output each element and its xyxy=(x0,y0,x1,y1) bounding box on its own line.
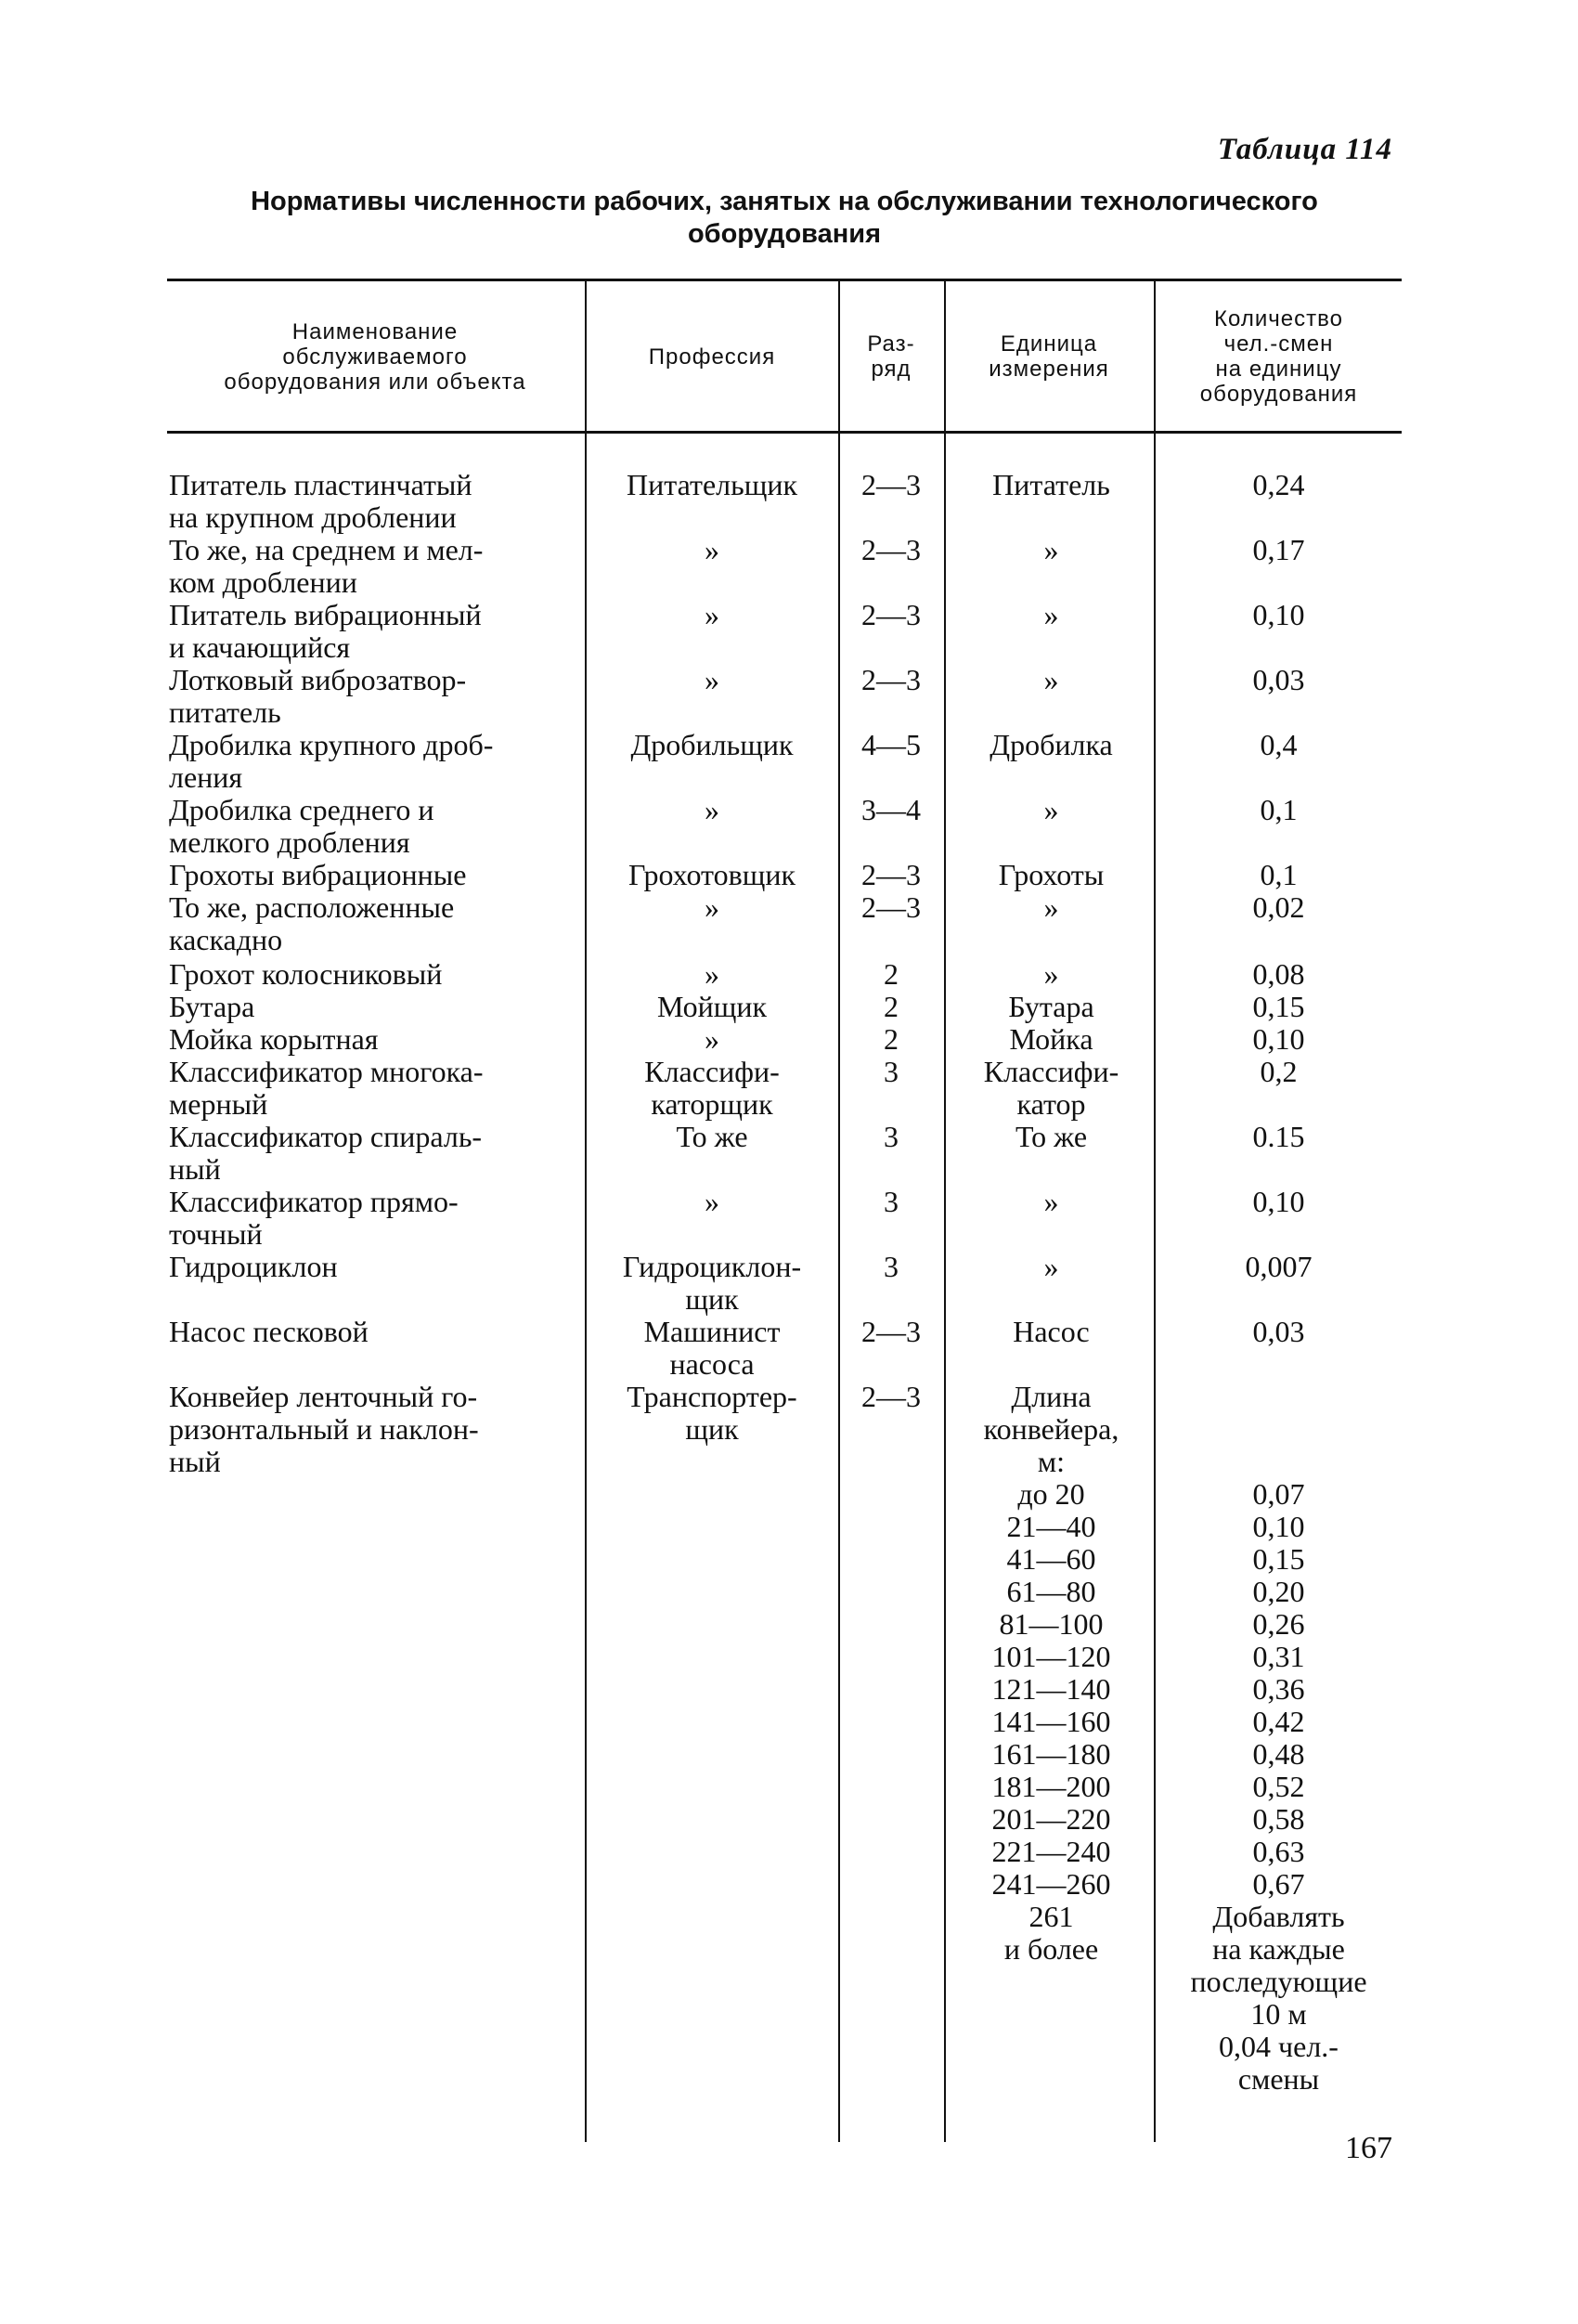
conveyor-quantity-cell: 0,58 xyxy=(1252,1802,1305,1836)
header-quantity: Количество чел.-смен на единицу оборудования xyxy=(1199,306,1358,407)
conveyor-quantity-cell: 0,42 xyxy=(1252,1705,1305,1738)
grade-cell: 2—3 xyxy=(861,1380,921,1413)
conveyor-quantity-cell: 0,26 xyxy=(1252,1607,1305,1641)
conveyor-quantity-cell: 0,63 xyxy=(1252,1835,1305,1868)
conveyor-quantity-cell: 0,20 xyxy=(1252,1575,1305,1608)
profession-cell: » xyxy=(705,533,719,566)
conveyor-length-cell: 121—140 xyxy=(991,1672,1111,1706)
header-profession: Профессия xyxy=(648,344,776,370)
unit-cell: Мойка xyxy=(1009,1022,1093,1056)
quantity-cell: 0,03 xyxy=(1252,1315,1305,1348)
unit-cell: » xyxy=(1043,890,1059,924)
quantity-cell: 0,2 xyxy=(1260,1055,1298,1088)
header-top-rule xyxy=(167,279,1402,281)
profession-cell: Грохотовщик xyxy=(627,858,796,891)
equipment-name-cell: Лотковый виброзатвор- питатель xyxy=(169,663,467,729)
unit-cell: » xyxy=(1043,1185,1059,1218)
profession-cell: » xyxy=(705,957,719,991)
grade-cell: 2—3 xyxy=(861,858,921,891)
profession-cell: Транспортер- щик xyxy=(627,1380,797,1446)
conveyor-length-cell: до 20 xyxy=(1017,1477,1085,1511)
header-name: Наименование обслуживаемого оборудования или объекта xyxy=(224,318,526,395)
table-label: Таблица 114 xyxy=(1217,133,1392,166)
conveyor-length-cell: 41—60 xyxy=(1006,1542,1096,1576)
conveyor-length-cell: 141—160 xyxy=(991,1705,1111,1738)
unit-cell: Дробилка xyxy=(989,728,1113,761)
unit-cell: » xyxy=(1043,598,1059,631)
conveyor-quantity-cell: 0,15 xyxy=(1252,1542,1305,1576)
conveyor-length-cell: 81—100 xyxy=(999,1607,1104,1641)
quantity-cell: 0,03 xyxy=(1252,663,1305,696)
profession-cell: » xyxy=(705,598,719,631)
conveyor-length-cell: 261 и более xyxy=(1003,1900,1099,1966)
profession-cell: Гидроциклон- щик xyxy=(622,1250,802,1316)
grade-cell: 2—3 xyxy=(861,663,921,696)
profession-cell: Машинист насоса xyxy=(643,1315,781,1381)
profession-cell: » xyxy=(705,793,719,826)
conveyor-length-cell: 161—180 xyxy=(991,1737,1111,1771)
equipment-name-cell: Классификатор спираль- ный xyxy=(169,1120,483,1186)
table-title: Нормативы численности рабочих, занятых на обслуживании технологического оборудования xyxy=(251,187,1318,249)
equipment-name-cell: Классификатор многока- мерный xyxy=(169,1055,484,1121)
header-grade: Раз- ряд xyxy=(867,331,915,382)
grade-cell: 2 xyxy=(884,990,899,1023)
equipment-name-cell: Конвейер ленточный го- ризонтальный и наклон- ный xyxy=(169,1380,479,1478)
unit-cell: То же xyxy=(1015,1120,1088,1153)
profession-cell: » xyxy=(705,663,719,696)
grade-cell: 2—3 xyxy=(861,1315,921,1348)
quantity-cell: 0,24 xyxy=(1252,468,1305,501)
profession-cell: То же xyxy=(676,1120,748,1153)
conveyor-quantity-cell: 0,67 xyxy=(1252,1867,1305,1901)
profession-cell: Дробильщик xyxy=(630,728,794,761)
conveyor-quantity-cell: 0,52 xyxy=(1252,1770,1305,1803)
quantity-cell: 0,08 xyxy=(1252,957,1305,991)
equipment-name-cell: То же, расположенные каскадно xyxy=(169,890,455,956)
quantity-cell: 0,007 xyxy=(1245,1250,1313,1283)
grade-cell: 4—5 xyxy=(861,728,921,761)
equipment-name-cell: Дробилка крупного дроб- ления xyxy=(169,728,494,794)
unit-cell: » xyxy=(1043,533,1059,566)
grade-cell: 2—3 xyxy=(861,468,921,501)
profession-cell: » xyxy=(705,1022,719,1056)
conveyor-quantity-cell: 0,31 xyxy=(1252,1640,1305,1673)
page-number: 167 xyxy=(1345,2131,1392,2165)
quantity-cell: 0,02 xyxy=(1252,890,1305,924)
conveyor-length-cell: 21—40 xyxy=(1006,1510,1096,1543)
unit-cell: Длина конвейера, м: xyxy=(983,1380,1119,1478)
quantity-cell: 0,1 xyxy=(1260,793,1298,826)
profession-cell: » xyxy=(705,890,719,924)
quantity-cell: 0.15 xyxy=(1252,1120,1305,1153)
grade-cell: 3 xyxy=(884,1120,899,1153)
grade-cell: 2—3 xyxy=(861,890,921,924)
grade-cell: 3—4 xyxy=(861,793,921,826)
conveyor-length-cell: 241—260 xyxy=(991,1867,1111,1901)
equipment-name-cell: Мойка корытная xyxy=(169,1022,379,1056)
grade-cell: 3 xyxy=(884,1250,899,1283)
equipment-name-cell: Питатель вибрационный и качающийся xyxy=(169,598,482,664)
grade-cell: 2 xyxy=(884,1022,899,1056)
profession-cell: » xyxy=(705,1185,719,1218)
grade-cell: 2—3 xyxy=(861,598,921,631)
equipment-name-cell: Гидроциклон xyxy=(169,1250,338,1283)
grade-cell: 3 xyxy=(884,1055,899,1088)
conveyor-length-cell: 181—200 xyxy=(991,1770,1111,1803)
equipment-name-cell: Питатель пластинчатый на крупном дроблении xyxy=(169,468,472,534)
quantity-cell: 0,17 xyxy=(1252,533,1305,566)
conveyor-quantity-cell: 0,36 xyxy=(1252,1672,1305,1706)
quantity-cell: 0,15 xyxy=(1252,990,1305,1023)
unit-cell: Питатель xyxy=(992,468,1110,501)
quantity-cell: 0,10 xyxy=(1252,598,1305,631)
unit-cell: » xyxy=(1043,957,1059,991)
equipment-name-cell: Классификатор прямо- точный xyxy=(169,1185,459,1251)
equipment-name-cell: Грохоты вибрационные xyxy=(169,858,467,891)
quantity-cell: 0,4 xyxy=(1260,728,1298,761)
equipment-name-cell: То же, на среднем и мел- ком дроблении xyxy=(169,533,484,599)
column-divider xyxy=(944,280,946,2142)
equipment-name-cell: Насос песковой xyxy=(169,1315,369,1348)
conveyor-quantity-cell: 0,48 xyxy=(1252,1737,1305,1771)
unit-cell: Насос xyxy=(1013,1315,1090,1348)
conveyor-length-cell: 221—240 xyxy=(991,1835,1111,1868)
unit-cell: Классифи- катор xyxy=(983,1055,1119,1121)
header-bottom-rule xyxy=(167,431,1402,434)
profession-cell: Питательщик xyxy=(626,468,798,501)
unit-cell: » xyxy=(1043,663,1059,696)
conveyor-length-cell: 101—120 xyxy=(991,1640,1111,1673)
quantity-cell: 0,10 xyxy=(1252,1022,1305,1056)
grade-cell: 2—3 xyxy=(861,533,921,566)
conveyor-length-cell: 201—220 xyxy=(991,1802,1111,1836)
quantity-cell: 0,10 xyxy=(1252,1185,1305,1218)
unit-cell: » xyxy=(1043,1250,1059,1283)
equipment-name-cell: Дробилка среднего и мелкого дробления xyxy=(169,793,434,859)
equipment-name-cell: Грохот колосниковый xyxy=(169,957,443,991)
quantity-cell: 0,1 xyxy=(1260,858,1298,891)
profession-cell: Классифи- каторщик xyxy=(644,1055,780,1121)
unit-cell: » xyxy=(1043,793,1059,826)
grade-cell: 3 xyxy=(884,1185,899,1218)
unit-cell: Бутара xyxy=(1008,990,1094,1023)
conveyor-quantity-cell: Добавлять на каждые последующие 10 м 0,04 чел.- смены xyxy=(1190,1900,1367,2096)
grade-cell: 2 xyxy=(884,957,899,991)
header-unit: Единица измерения xyxy=(989,331,1109,382)
profession-cell: Мойщик xyxy=(656,990,768,1023)
conveyor-quantity-cell: 0,07 xyxy=(1252,1477,1305,1511)
conveyor-quantity-cell: 0,10 xyxy=(1252,1510,1305,1543)
unit-cell: Грохоты xyxy=(998,858,1105,891)
conveyor-length-cell: 61—80 xyxy=(1006,1575,1096,1608)
equipment-name-cell: Бутара xyxy=(169,990,255,1023)
